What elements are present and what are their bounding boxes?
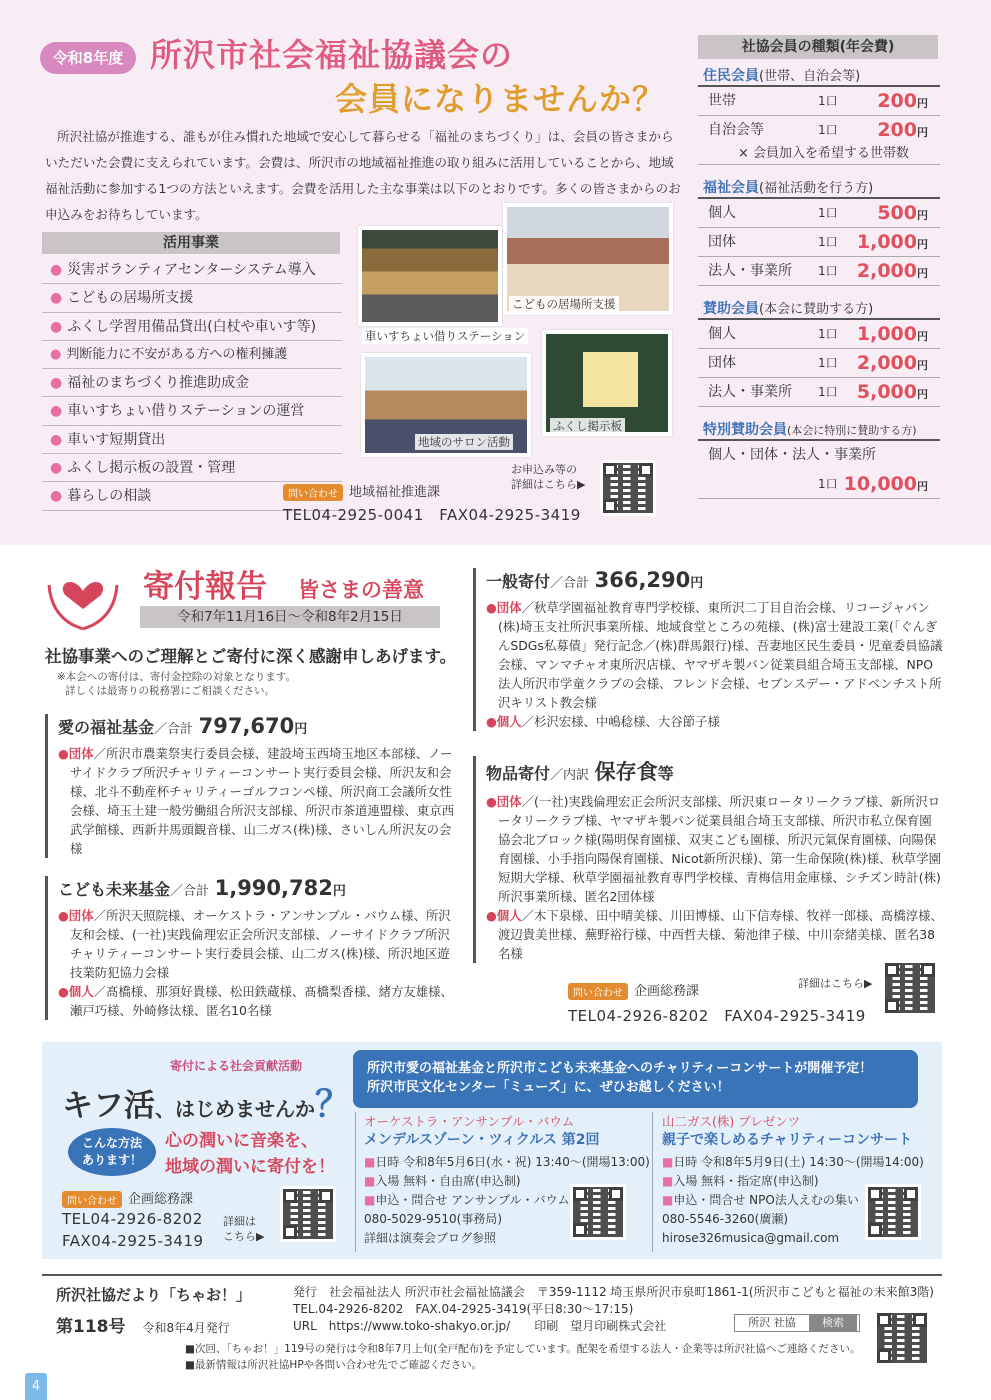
qr-code-icon[interactable] — [600, 460, 656, 516]
page-number: 4 — [25, 1373, 47, 1400]
list-item: ● 福祉のまちづくり推進助成金 — [42, 369, 342, 397]
fund-goods: 物品寄付／内訳 保存食等 ●団体／(一社)実践倫理宏正会所沢支部様、所沢東ロータリークラブ様、新所沢ロータリークラブ様、ヤマザキ製パン従業員組合埼玉支部様、所沢市私立保育園協会北ブロック様(陽明保育園様、双実こども園様、所沢元氣保育園様、向陽保育園様、小手指向陽保育園様、Nicot新所沢様)、第一生命保険(株)様、秋草学園短期大学様、秋草学園福祉教育専門学校様、青梅信用金庫様、シチズン時計(株)所沢事業所様、匿名2団体様 ●個人／木下泉様、田中晴美様、川田博様、山下信寿様、牧祥一郎様、髙橋淳様、渡辺貴美世様、蕪野裕行様、中西哲夫様、菊池律子様、中川奈緒美様、匿名38名様 — [473, 756, 943, 963]
search-box[interactable]: 所沢 社協 検索 — [734, 1314, 860, 1332]
photo-caption: 地域のサロン活動 — [415, 434, 513, 450]
table-row: 個人 1口 500円 — [698, 199, 940, 228]
membership-table-title: 社協会員の種類(年会費) — [698, 35, 938, 59]
list-item: ● 判断能力に不安がある方への権利擁護 — [42, 341, 342, 369]
year-badge: 令和8年度 — [40, 42, 136, 74]
contact-fax: FAX04-2925-3419 — [62, 1232, 204, 1250]
qr-code-icon[interactable] — [570, 1184, 626, 1240]
membership-group-header: 賛助会員(本会に賛助する方) — [698, 298, 940, 320]
membership-group-header: 住民会員(世帯、自治会等) — [698, 65, 940, 87]
intro-text: 所沢社協が推進する、誰もが住み慣れた地域で安心して暮らせる「福祉のまちづくり」は、会員の皆さまからいただいた会費に支えられています。会費は、所沢市の地域福祉推進の取り組みに活用していることから、地域福祉活動に参加する1つの方法といえます。会費を活用した主な事業は以下のとおりです。多くの皆さまからのお申込みをお待ちしています。 — [45, 129, 681, 222]
photo-caption: ふくし掲示板 — [550, 418, 625, 434]
fund-ai: 愛の福祉基金／合計 797,670円 ●団体／所沢市農業祭実行委員会様、建設埼玉西埼玉地区本部様、ノーサイドクラブ所沢チャリティーコンサート実行委員会様、所沢友和会様、北斗不動産杯チャリティーゴルフコンペ様、所沢商工会議所女性会様、埼玉土建一般労働組合所沢支部様、所沢市茶道連盟様、東京西武学館様、西新井馬頭観音様、山二ガス(株)様、さいしん所沢友の会様 — [45, 714, 455, 858]
contact-tag: 問い合わせ — [283, 484, 343, 501]
kifu-message: 心の潤いに音楽を、 地域の潤いに寄付を！ — [165, 1131, 335, 1177]
list-item: ● ふくし掲示板の設置・管理 — [42, 454, 342, 482]
apply-link[interactable]: お申込み等の 詳細はこちら▶ — [511, 463, 586, 491]
footer-notes: ■次回、「ちゃお！」119号の発行は令和8年7月上旬(全戸配布)を予定しています。配架を希望する法人・企業等は所沢社協へご連絡ください。 ■最新情報は所沢社協HPや各問い合わせ先でご確認ください。 — [185, 1343, 861, 1371]
concert-family: 山二ガス(株) プレゼンツ 親子で楽しめるチャリティーコンサート ■日時 令和8年5月9日(土) 14:30～(開場14:00) ■入場 無料・指定席(申込制) ■申込・問合せ NPO法人えむの集い 080-5546-3260(廣瀬) hirose326musica@gmail.com — [662, 1114, 924, 1245]
notice-board-panel — [583, 352, 638, 407]
table-row: 自治会等 1口 200円 — [708, 119, 928, 141]
donation-note: ※本会への寄付は、寄付金控除の対象となります。 詳しくは最寄りの税務署にご相談ください。 — [57, 671, 296, 697]
qr-code-icon[interactable] — [865, 1184, 921, 1240]
membership-group-header: 福祉会員(福祉活動を行う方) — [698, 177, 940, 199]
list-item: ● 災害ボランティアセンターシステム導入 — [42, 256, 342, 284]
list-item: ● ふくし学習用備品貸出(白杖や車いす等) — [42, 313, 342, 341]
table-row: 1口 10,000円 — [698, 470, 940, 499]
concert-mendelssohn: オーケストラ・アンサンブル・バウム メンデルスゾーン・ツィクルス 第2回 ■日時 令和8年5月6日(水・祝) 13:40～(開場13:00) ■入場 無料・自由席(申込制) ■申込・問合せ アンサンブル・バウム 080-5029-9510(事務局) 詳細は演奏会ブログ参照 — [364, 1114, 650, 1245]
membership-fee-table — [698, 35, 940, 499]
table-row: 個人 1口 1,000円 — [698, 320, 940, 349]
photo-wheelchair-station — [358, 226, 502, 326]
table-row: 法人・事業所 1口 5,000円 — [698, 378, 940, 407]
table-row: 個人・団体・法人・事業所 — [708, 447, 876, 463]
publisher-info: 発行 社会福祉法人 所沢市社会福祉協議会 〒359-1112 埼玉県所沢市泉町1861-1(所沢市こどもと福祉の未来館3階) TEL.04-2926-8202 FAX.04-2925-3419(平日8:30～17:15) URL https://www.toko-shakyo.or.jp/ 印刷 望月印刷株式会社 — [293, 1285, 934, 1333]
method-bubble: こんな方法 あります！ — [68, 1128, 156, 1176]
qr-code-icon[interactable] — [280, 1186, 336, 1242]
contact-phone: TEL04-2926-8202 FAX04-2925-3419 — [568, 1007, 866, 1025]
heart-hands-icon — [43, 563, 123, 633]
uses-title: 活用事業 — [42, 232, 340, 254]
fund-general: 一般寄付／合計 366,290円 ●団体／秋草学園福祉教育専門学校様、東所沢二丁目自治会様、リコージャパン(株)埼玉支社所沢事業所様、地域食堂ところの苑様、(株)富士建設工業(「ぐんぎんSDGs私募債」発行記念／(株)群馬銀行)様、吾妻地区民生委員・児童委員協議会様、マンマチャオ東所沢店様、ヤマザキ製パン従業員組合埼玉支部様、NPO法人所沢市学童クラブの会様、フレンド会様、セブンスデー・アドベンチスト所沢キリスト教会様 ●個人／杉沢宏様、中嶋稔様、大谷節子様 — [473, 568, 943, 731]
list-item: ● 車いす短期貸出 — [42, 426, 342, 454]
newsletter-name: 所沢社協だより「ちゃお！」 — [56, 1286, 252, 1304]
page-title-line1: 所沢市社会福祉協議会の — [150, 36, 514, 74]
membership-group-header: 特別賛助会員(本会に特別に賛助する方) — [698, 419, 940, 441]
qr-code-icon[interactable] — [882, 960, 938, 1016]
contact-planning: 問い合わせ 企画総務課 TEL04-2926-8202 FAX04-2925-3419 — [568, 984, 866, 1025]
page-title-line2: 会員になりませんか？ — [335, 80, 666, 118]
donation-period: 令和7年11月16日～令和8年2月15日 — [140, 606, 440, 628]
photo-caption: 車いすちょい借りステーション — [362, 328, 528, 344]
contact-community-welfare: 問い合わせ 地域福祉推進課 TEL04-2925-0041 FAX04-2925-3419 — [283, 485, 581, 524]
uses-list — [42, 232, 342, 511]
contact-phone: TEL04-2926-8202 — [62, 1210, 203, 1228]
donation-title: 寄付報告 皆さまの善意 — [143, 569, 424, 605]
contact-tag: 問い合わせ — [62, 1191, 122, 1208]
donation-thanks: 社協事業へのご理解とご寄付に深く感謝申しあげます。 — [45, 647, 457, 666]
kifu-subtitle: 寄付による社会貢献活動 — [170, 1059, 303, 1073]
detail-link[interactable]: 詳細は こちら▶ — [223, 1215, 265, 1243]
footer-divider — [42, 1274, 942, 1276]
contact-kifu: 問い合わせ 企画総務課 TEL04-2926-8202 FAX04-2925-3419 — [62, 1192, 204, 1250]
concert-banner: 所沢市愛の福祉基金と所沢市こども未来基金へのチャリティーコンサートが開催予定！ 所沢市民文化センター「ミューズ」に、ぜひお越しください！ — [353, 1050, 918, 1108]
table-row: 団体 1口 2,000円 — [698, 349, 940, 378]
list-item: ● こどもの居場所支援 — [42, 284, 342, 312]
detail-link[interactable]: 詳細はこちら▶ — [798, 977, 873, 990]
membership-note: × 会員加入を希望する世帯数 — [698, 145, 940, 165]
table-row: 団体 1口 1,000円 — [698, 228, 940, 257]
issue-number: 第118号 令和8年4月発行 — [56, 1317, 230, 1337]
contact-phone: TEL04-2925-0041 FAX04-2925-3419 — [283, 506, 581, 524]
contact-tag: 問い合わせ — [568, 983, 628, 1000]
fund-kodomo: こども未来基金／合計 1,990,782円 ●団体／所沢天照院様、オーケストラ・アンサンブル・バウム様、所沢友和会様、(一社)実践倫理宏正会所沢支部様、ノーサイドクラブ所沢チャリティーコンサート実行委員会様、山二ガス(株)様、所沢地区遊技業防犯協力会様 ●個人／髙橋様、那須好貴様、松田鉄蔵様、髙橋梨香様、緒方友雄様、瀬戸巧様、外崎修汰様、匿名10名様 — [45, 876, 455, 1020]
table-row: 法人・事業所 1口 2,000円 — [698, 257, 940, 286]
kifu-title: キフ活、はじめませんか？ — [62, 1084, 352, 1125]
photo-caption: こどもの居場所支援 — [509, 296, 619, 312]
search-button[interactable]: 検索 — [809, 1315, 857, 1331]
list-item: ● 暮らしの相談 — [42, 482, 342, 510]
list-item: ● 車いすちょい借りステーションの運営 — [42, 397, 342, 425]
qr-code-icon[interactable] — [874, 1310, 930, 1366]
table-row: 世帯 1口 200円 — [698, 87, 940, 116]
